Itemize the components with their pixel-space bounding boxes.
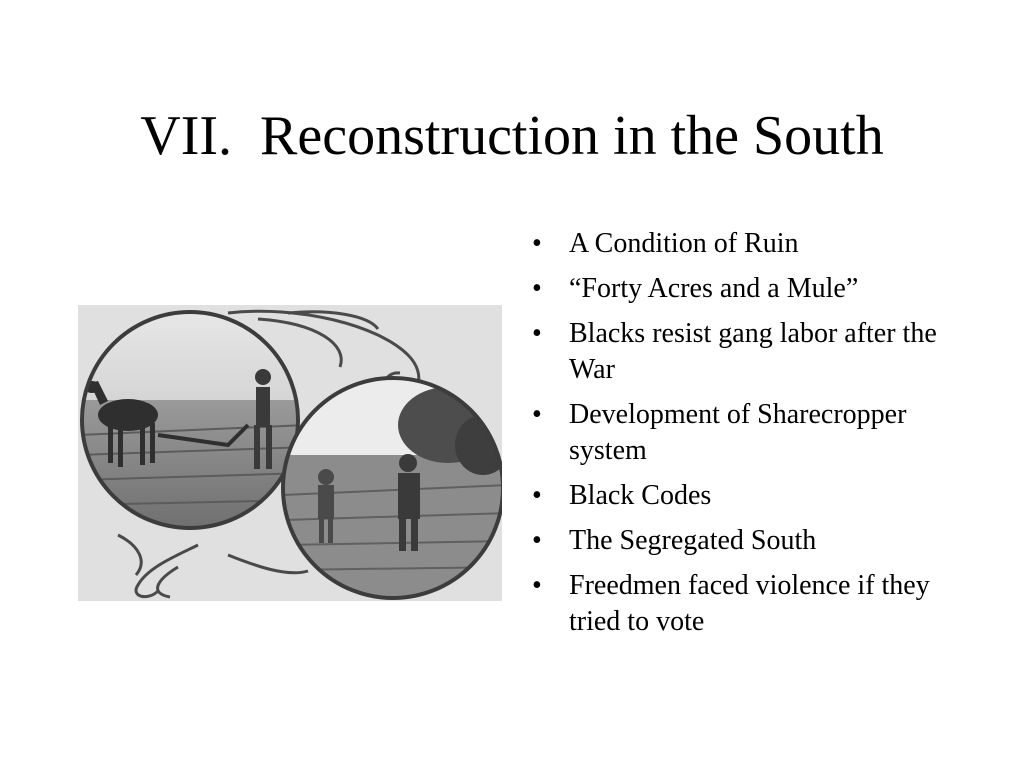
farm-scenes-image [78, 305, 502, 601]
bullet-list [532, 226, 952, 649]
bullet-text: A Condition of Ruin [569, 228, 799, 259]
bullet-symbol: • [532, 480, 542, 511]
bullet-item [532, 271, 952, 307]
bullet-symbol: • [532, 318, 542, 349]
bullet-item [532, 226, 952, 262]
bullet-item [532, 568, 952, 640]
bullet-symbol: • [532, 399, 542, 430]
bullet-symbol: • [532, 228, 542, 259]
bullet-item [532, 523, 952, 559]
bullet-text: The Segregated South [569, 525, 817, 556]
bullet-text: “Forty Acres and a Mule” [569, 273, 859, 304]
bullet-item [532, 478, 952, 514]
bullet-text: Development of Sharecropper system [569, 399, 907, 466]
bullet-item [532, 316, 952, 388]
slide-title: VII. Reconstruction in the South [140, 105, 884, 167]
bullet-symbol: • [532, 525, 542, 556]
bullet-text: Blacks resist gang labor after the War [569, 318, 937, 385]
bullet-symbol: • [532, 273, 542, 304]
bullet-symbol: • [532, 570, 542, 601]
bullet-text: Freedmen faced violence if they tried to vote [569, 570, 930, 637]
bullet-text: Black Codes [569, 480, 712, 511]
bullet-item [532, 397, 952, 469]
